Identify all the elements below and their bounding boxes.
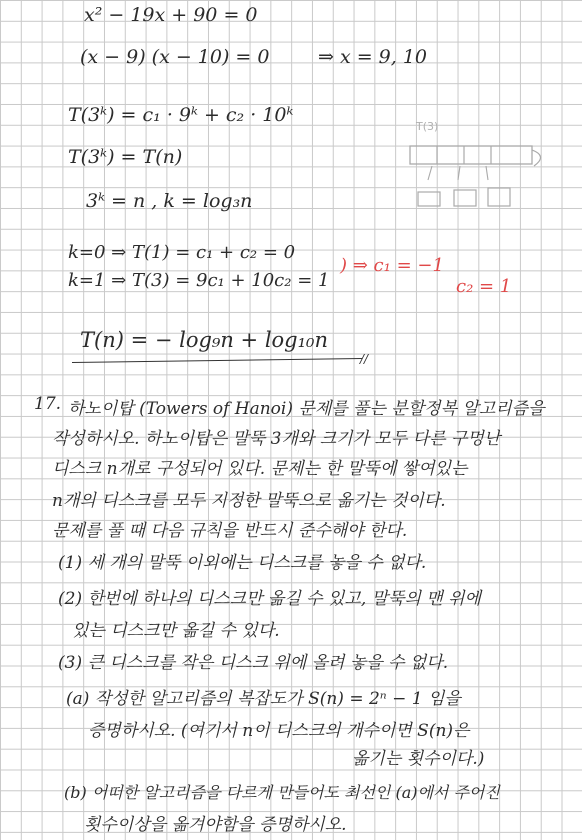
constants-c1: ) ⇒ c₁ = −1	[340, 255, 444, 276]
diagram-label: T(3)	[416, 120, 439, 133]
problem-line-5: 문제를 풀 때 다음 규칙을 반드시 준수해야 한다.	[52, 521, 408, 541]
problem-line-1: 하노이탑 (Towers of Hanoi) 문제를 풀는 분할정복 알고리즘을	[68, 399, 545, 419]
equation-substitution: T(3ᵏ) = T(n)	[68, 146, 183, 168]
rule-1: (1) 세 개의 말뚝 이외에는 디스크를 놓을 수 없다.	[58, 553, 427, 573]
part-a-line-2: 증명하시오. (여기서 n이 디스크의 개수이면 S(n)은	[88, 721, 470, 741]
equation-general-solution: T(3ᵏ) = c₁ · 9ᵏ + c₂ · 10ᵏ	[68, 104, 294, 126]
part-a-line-3: 옮기는 횟수이다.)	[352, 749, 485, 769]
diagram-arrow-1	[428, 166, 432, 180]
recursion-diagram-svg	[402, 114, 552, 214]
final-result: T(n) = − log₉n + log₁₀n	[80, 328, 328, 352]
problem-line-2: 작성하시오. 하노이탑은 말뚝 3개와 크기가 모두 다른 구멍난	[52, 429, 501, 449]
diagram-box-2	[454, 190, 476, 206]
part-b-line-2: 횟수이상을 옮겨야함을 증명하시오.	[84, 815, 347, 835]
problem-line-3: 디스크 n개로 구성되어 있다. 문제는 한 말뚝에 쌓여있는	[52, 459, 468, 479]
constants-c2: c₂ = 1	[456, 276, 512, 297]
result-underline	[72, 358, 362, 363]
equation-roots: ⇒ x = 9, 10	[318, 46, 428, 68]
part-a-line-1: (a) 작성한 알고리즘의 복잡도가 S(n) = 2ⁿ − 1 임을	[66, 689, 461, 709]
rule-2-cont: 있는 디스크만 옮길 수 있다.	[72, 621, 280, 641]
rule-3: (3) 큰 디스크를 작은 디스크 위에 올려 놓을 수 없다.	[58, 653, 449, 673]
diagram-arrow-2	[458, 166, 460, 180]
diagram-box-1	[418, 192, 440, 206]
diagram-box-3	[488, 188, 510, 206]
rule-2: (2) 한번에 하나의 디스크만 옮길 수 있고, 말뚝의 맨 위에	[58, 589, 481, 609]
diagram-array	[410, 146, 532, 164]
part-b-line-1: (b) 어떠한 알고리즘을 다르게 만들어도 최선인 (a)에서 주어진	[64, 783, 500, 802]
equation-quadratic: x² − 19x + 90 = 0	[84, 4, 258, 26]
equation-initial-k0: k=0 ⇒ T(1) = c₁ + c₂ = 0	[68, 242, 296, 263]
problem-number: 17.	[34, 394, 62, 414]
equation-log: 3ᵏ = n , k = log₃n	[86, 190, 253, 212]
diagram-arrow-3	[486, 166, 488, 180]
recursion-diagram	[402, 114, 552, 214]
equation-initial-k1: k=1 ⇒ T(3) = 9c₁ + 10c₂ = 1	[68, 270, 330, 291]
problem-line-4: n개의 디스크를 모두 지정한 말뚝으로 옮기는 것이다.	[52, 491, 446, 511]
result-mark: //	[360, 352, 369, 366]
diagram-curve-arrow	[532, 150, 541, 166]
equation-factored: (x − 9) (x − 10) = 0	[80, 46, 270, 68]
